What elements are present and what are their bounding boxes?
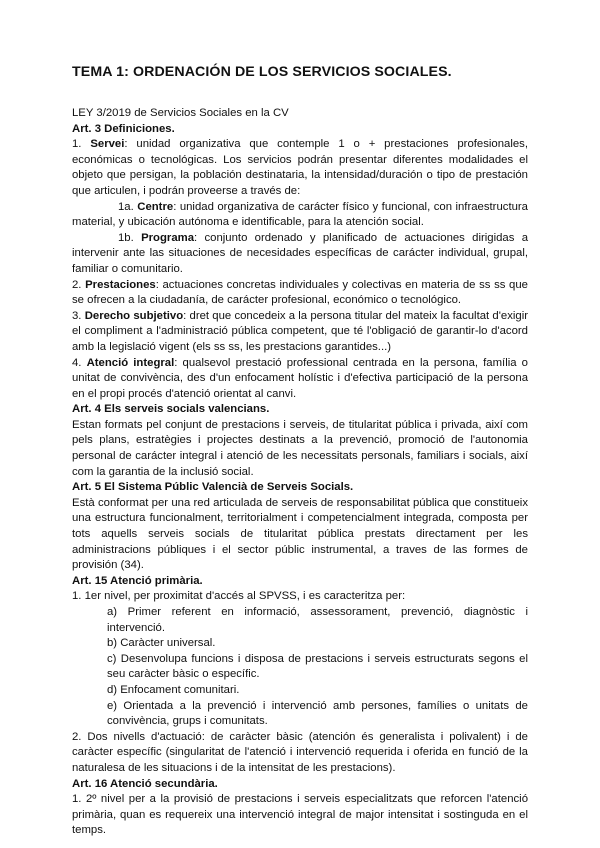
def-term: Atenció integral <box>86 356 175 369</box>
art15-item-c: c) Desenvolupa funcions i disposa de prestacions i serveis estructurats segons el seu caràcter bàsic o específic. <box>107 652 528 681</box>
def-number: 1b. <box>118 231 142 244</box>
art16-heading: Art. 16 Atenció secundària. <box>72 777 218 790</box>
law-reference: LEY 3/2019 de Servicios Sociales en la CV <box>72 107 289 119</box>
art15-item-a: a) Primer referent en informació, assessorament, prevenció, diagnòstic i intervenció. <box>107 606 528 634</box>
def-number: 3. <box>72 309 85 322</box>
art3-definition-1a <box>72 200 528 231</box>
def-number: 1. <box>72 138 91 151</box>
def-number: 4. <box>72 356 87 369</box>
art3-definition-1b <box>72 231 528 278</box>
def-number: 2. <box>72 278 86 291</box>
def-number: 1a. <box>118 200 138 213</box>
def-term: Programa <box>141 231 195 244</box>
def-term: Servei <box>90 138 125 151</box>
art3-definition-3 <box>72 309 528 356</box>
def-text: : unidad organizativa que contemple 1 o + prestaciones profesionales, económicas o tecnológicas. Los servicios podrán presentar diferentes modalidades el objeto que persigan, la población destinataria, la intensidad/duración o tipo de prestación que articulen, i podrán proveerse a través de: <box>72 138 528 197</box>
art5-text: Està conformat per una red articulada de serveis de responsabilitat pública que constitueix una estructura funcionalment, territorialment i competencialment integrada, composta per tots aquells serveis socials de titularitat pública prestats directament per les administracions públiques i el sector públic instrumental, a traves de las formes de provisión (34). <box>72 496 528 572</box>
art15-item-e: e) Orientada a la prevenció i intervenció amb persones, famílies o unitats de convivència, grups i comunitats. <box>107 699 528 728</box>
art3-definition-2 <box>72 278 528 309</box>
document-title: TEMA 1: ORDENACIÓN DE LOS SERVICIOS SOCIALES. <box>72 64 452 80</box>
art15-heading: Art. 15 Atenció primària. <box>72 574 203 587</box>
art3-heading: Art. 3 Definiciones. <box>72 122 175 135</box>
art16-point-1: 1. 2º nivel per a la provisió de prestacions i serveis especialitzats que reforcen l'atenció primària, quan es requereix una intervenció integral de major intensitat i sostinguda en el temps. <box>72 793 528 837</box>
art4-heading: Art. 4 Els serveis socials valencians. <box>72 403 270 416</box>
art15-intro: 1. 1er nivel, per proximitat d'accés al SPVSS, i es caracteritza per: <box>72 590 406 603</box>
document-page <box>72 64 528 839</box>
art15-item-b: b) Caràcter universal. <box>107 637 216 650</box>
art5-heading: Art. 5 El Sistema Públic Valencià de Serveis Socials. <box>72 481 354 494</box>
art3-definition-4 <box>72 356 528 403</box>
def-text: : qualsevol prestació professional centrada en la persona, família o unitat de convivència, des d'un enfocament holístic i d'efectiva participació de la persona en el propi procés d'atenció orientat al canvi. <box>72 356 528 400</box>
art3-definition-1 <box>72 137 528 199</box>
def-term: Prestaciones <box>85 278 156 291</box>
art15-item-d: d) Enfocament comunitari. <box>107 683 240 696</box>
def-term: Derecho subjetivo <box>84 309 184 322</box>
def-text: : conjunto ordenado y planificado de actuaciones dirigidas a intervenir ante las situaciones de necesidades específicas de carácter individual, grupal, familiar o comunitario. <box>72 231 529 275</box>
def-text: : unidad organizativa de carácter físico y funcional, con infraestructura material, y ubicación autónoma e identificable, para la atención social. <box>72 200 528 229</box>
def-term: Centre <box>137 200 174 213</box>
def-text: : dret que concedeix a la persona titular del mateix la facultat d'exigir el compliment a l'administració pública competent, que té l'obligació de garantir-lo d'acord amb la legislació vigent (els ss ss, les prestacions garantides...) <box>72 309 528 353</box>
art4-text: Estan formats pel conjunt de prestacions i serveis, de titularitat pública i privada, així com pels plans, estratègies i projectes destinats a la prevenció, promoció de l'autonomia personal de carácter integral i atenció de les necessitats personals, familiars i socials, així com la garantia de la inclusió social. <box>72 418 528 478</box>
art15-point-2: 2. Dos nivells d'actuació: de caràcter bàsic (atención és generalista i polivalent) i de caràcter específic (singularitat de l'atenció i intervenció requerida i oferida en funció de la naturalesa de les situacions i de la intensitat de les prestacions). <box>72 730 528 774</box>
def-text: : actuaciones concretas individuales y colectivas en materia de ss ss que se ofrecen a la ciudadanía, de carácter profesional, económico o tecnológico. <box>72 278 528 307</box>
